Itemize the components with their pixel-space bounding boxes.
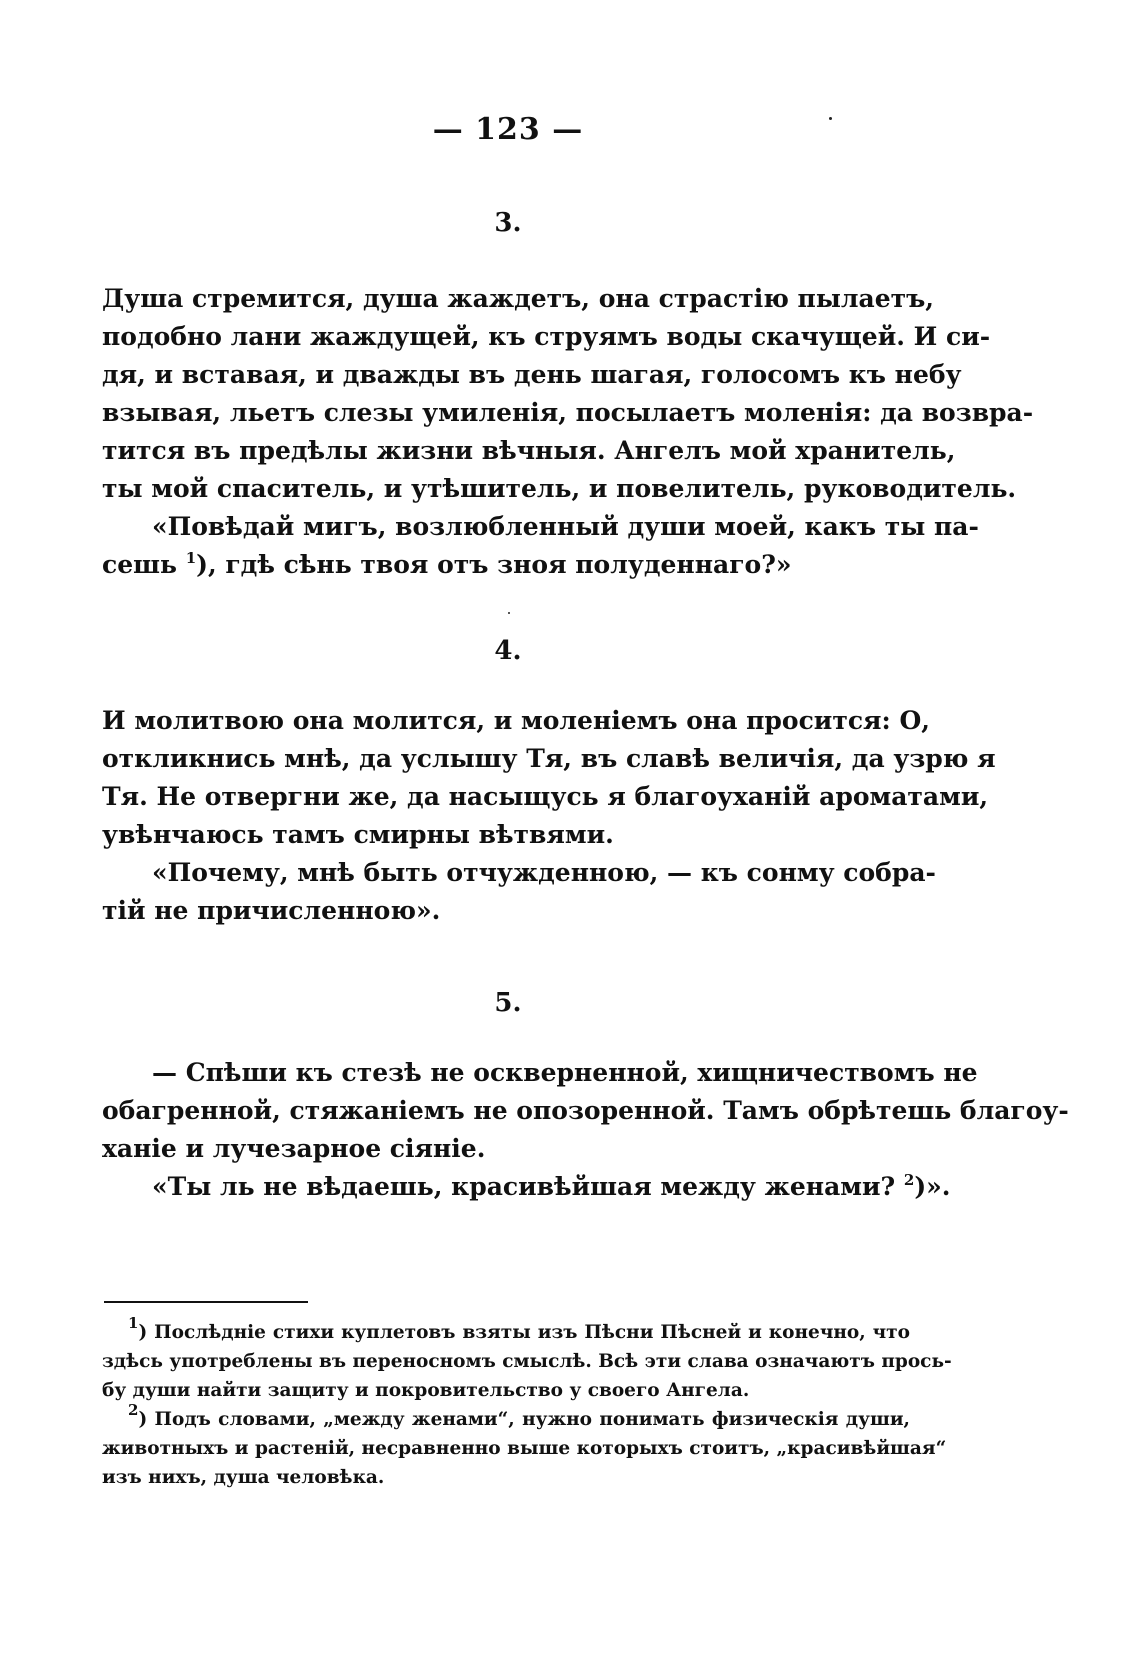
- text-line: обагренной, стяжаніемъ не опозоренной. Тамъ обрѣтешь благоу-: [102, 1096, 1069, 1125]
- footnote-2-line: животныхъ и растеній, несравненно выше которыхъ стоитъ, „красивѣйшая“: [102, 1438, 947, 1459]
- footnote-1-line: [102, 1314, 910, 1347]
- text-line: ханіе и лучезарное сіяніе.: [102, 1134, 486, 1163]
- text-fragment: ), гдѣ сѣнь твоя отъ зноя полуденнаго?»: [196, 550, 792, 579]
- text-line: увѣнчаюсь тамъ смирны вѣтвями.: [102, 820, 614, 849]
- text-line: ты мой спаситель, и утѣшитель, и повелитель, руководитель.: [102, 474, 1017, 503]
- print-speck: [508, 612, 510, 614]
- text-line: тій не причисленною».: [102, 896, 441, 925]
- section-4-text: [102, 702, 996, 930]
- section-5-text: [102, 1054, 1069, 1206]
- text-line: «Почему, мнѣ быть отчужденною, — къ сонму собра-: [152, 858, 936, 887]
- footnote-marker-2: 2: [128, 1401, 139, 1419]
- section-number-3: 3.: [494, 208, 522, 238]
- page-number: — 123 —: [432, 112, 584, 147]
- text-line: дя, и вставая, и дважды въ день шагая, голосомъ къ небу: [102, 360, 962, 389]
- text-line: «Повѣдай мигъ, возлюбленный души моей, какъ ты па-: [152, 512, 979, 541]
- footnotes: [102, 1314, 952, 1492]
- footnote-1-line: здѣсь употреблены въ переносномъ смыслѣ. Всѣ эти слава означаютъ прось-: [102, 1351, 952, 1372]
- text-line: Душа стремится, душа жаждетъ, она страстію пылаетъ,: [102, 284, 934, 313]
- section-number-4: 4.: [494, 636, 522, 666]
- text-line: тится въ предѣлы жизни вѣчныя. Ангелъ мой хранитель,: [102, 436, 956, 465]
- footnote-ref-1: 1: [185, 549, 197, 567]
- section-3-text: [102, 280, 1034, 584]
- text-line: — Спѣши къ стезѣ не оскверненной, хищничествомъ не: [152, 1058, 978, 1087]
- footnote-2-line: [102, 1401, 910, 1434]
- footnote-2-line: изъ нихъ, душа человѣка.: [102, 1467, 385, 1488]
- text-fragment: «Ты ль не вѣдаешь, красивѣйшая между женами?: [152, 1172, 896, 1201]
- text-line-with-footnote: [102, 1168, 951, 1206]
- footnote-text: ) Подъ словами, „между женами“, нужно понимать физическія души,: [138, 1409, 910, 1430]
- text-line: Тя. Не отвергни же, да насыщусь я благоуханій ароматами,: [102, 782, 989, 811]
- text-line: взывая, льетъ слезы умиленія, посылаетъ моленія: да возвра-: [102, 398, 1034, 427]
- text-fragment: )».: [914, 1172, 951, 1201]
- footnote-ref-2: 2: [903, 1171, 915, 1189]
- text-line: подобно лани жаждущей, къ струямъ воды скачущей. И си-: [102, 322, 991, 351]
- footnote-1-line: бу души найти защиту и покровительство у своего Ангела.: [102, 1380, 750, 1401]
- footnote-text: ) Послѣдніе стихи куплетовъ взяты изъ Пѣсни Пѣсней и конечно, что: [138, 1322, 910, 1343]
- print-speck: [829, 117, 832, 120]
- footnote-separator: [104, 1301, 308, 1303]
- text-fragment: сешь: [102, 550, 177, 579]
- text-line: И молитвою она молится, и моленіемъ она просится: О,: [102, 706, 930, 735]
- section-number-5: 5.: [494, 988, 522, 1018]
- text-line: откликнись мнѣ, да услышу Тя, въ славѣ величія, да узрю я: [102, 744, 996, 773]
- footnote-marker-1: 1: [128, 1314, 139, 1332]
- text-line-with-footnote: [102, 546, 910, 584]
